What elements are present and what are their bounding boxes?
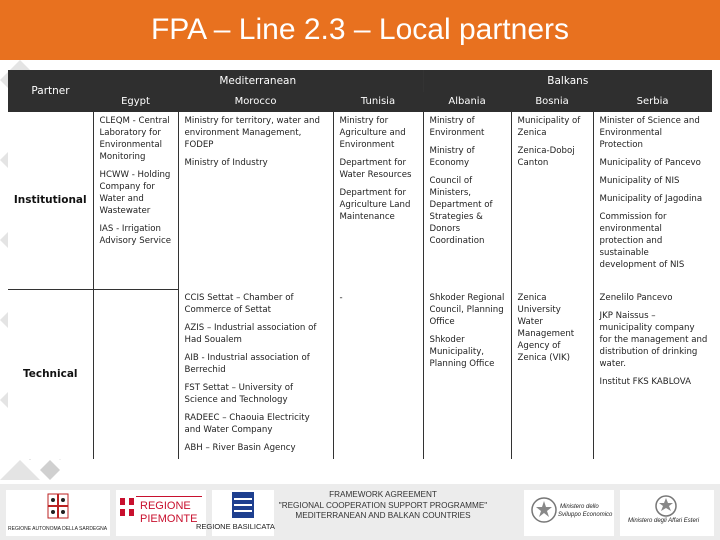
cell-institutional-morocco: Ministry for territory, water and environment Management, FODEP Ministry of Industry <box>178 112 333 289</box>
table-row-technical <box>8 289 712 459</box>
country-header-morocco: Morocco <box>178 92 333 112</box>
logo-ministry-development-line2: Sviluppo Economico <box>558 512 613 518</box>
region-header-mediterranean: Mediterranean <box>93 70 423 92</box>
partner-header: Partner <box>8 70 93 112</box>
logo-piemonte-line2: PIEMONTE <box>140 513 198 525</box>
page-title: FPA – Line 2.3 – Local partners <box>150 13 570 46</box>
logo-ministry-development-line1: Ministero dello <box>560 504 599 510</box>
row-label-technical: Technical <box>8 289 93 459</box>
cell-institutional-albania: Ministry of Environment Ministry of Economy Council of Ministers, Department of Strategies & Donors Coordination <box>423 112 511 289</box>
logo-ministry-foreign <box>620 490 714 536</box>
page-title-bar <box>0 0 720 60</box>
cell-institutional-serbia: Minister of Science and Environmental Protection Municipality of Pancevo Municipality of NIS Municipality of Jagodina Commission for environmental protection and sustainable development of NIS <box>593 112 712 289</box>
cell-technical-egypt <box>93 289 178 459</box>
cell-institutional-bosnia: Municipality of Zenica Zenica-Doboj Canton <box>511 112 593 289</box>
country-header-albania: Albania <box>423 92 511 112</box>
logo-basilicata-caption: REGIONE BASILICATA <box>196 522 275 531</box>
table-row-institutional <box>8 112 712 289</box>
cell-technical-morocco: CCIS Settat – Chamber of Commerce of Settat AZIS – Industrial association of Had Soualem AIB - Industrial association of Berrechid FST Settat – University of Science and Technology RADEEC – Chaouia Electricity and Water Company ABH – River Basin Agency <box>178 289 333 459</box>
framework-agreement-text: FRAMEWORK AGREEMENT "REGIONAL COOPERATION SUPPORT PROGRAMME" MEDITERRANEAN AND BALKAN COUNTRIES <box>278 490 488 520</box>
logo-piemonte-line1: REGIONE <box>140 500 191 512</box>
italian-emblem-icon-2 <box>620 490 714 536</box>
country-header-tunisia: Tunisia <box>333 92 423 112</box>
cell-technical-albania: Shkoder Regional Council, Planning Office Shkoder Municipality, Planning Office <box>423 289 511 459</box>
cell-technical-bosnia: Zenica University Water Management Agency of Zenica (VIK) <box>511 289 593 459</box>
cell-technical-tunisia: - <box>333 289 423 459</box>
cell-institutional-tunisia: Ministry for Agriculture and Environment Department for Water Resources Department for Agriculture Land Maintenance <box>333 112 423 289</box>
country-header-egypt: Egypt <box>93 92 178 112</box>
country-header-bosnia: Bosnia <box>511 92 593 112</box>
logo-ministry-foreign-caption: Ministero degli Affari Esteri <box>628 518 700 524</box>
country-header-serbia: Serbia <box>593 92 712 112</box>
partners-table <box>8 70 712 459</box>
logo-sardegna-caption: REGIONE AUTONOMA DELLA SARDEGNA <box>8 526 108 532</box>
region-header-balkans: Balkans <box>423 70 712 92</box>
cell-institutional-egypt: CLEQM - Central Laboratory for Environmental Monitoring HCWW - Holding Company for Water and Wastewater IAS - Irrigation Advisory Service <box>93 112 178 289</box>
row-label-institutional: Institutional <box>8 112 93 289</box>
cell-technical-serbia: Zenelilo Pancevo JKP Naissus – municipality company for the management and distribution of drinking water. Institut FKS KABLOVA <box>593 289 712 459</box>
